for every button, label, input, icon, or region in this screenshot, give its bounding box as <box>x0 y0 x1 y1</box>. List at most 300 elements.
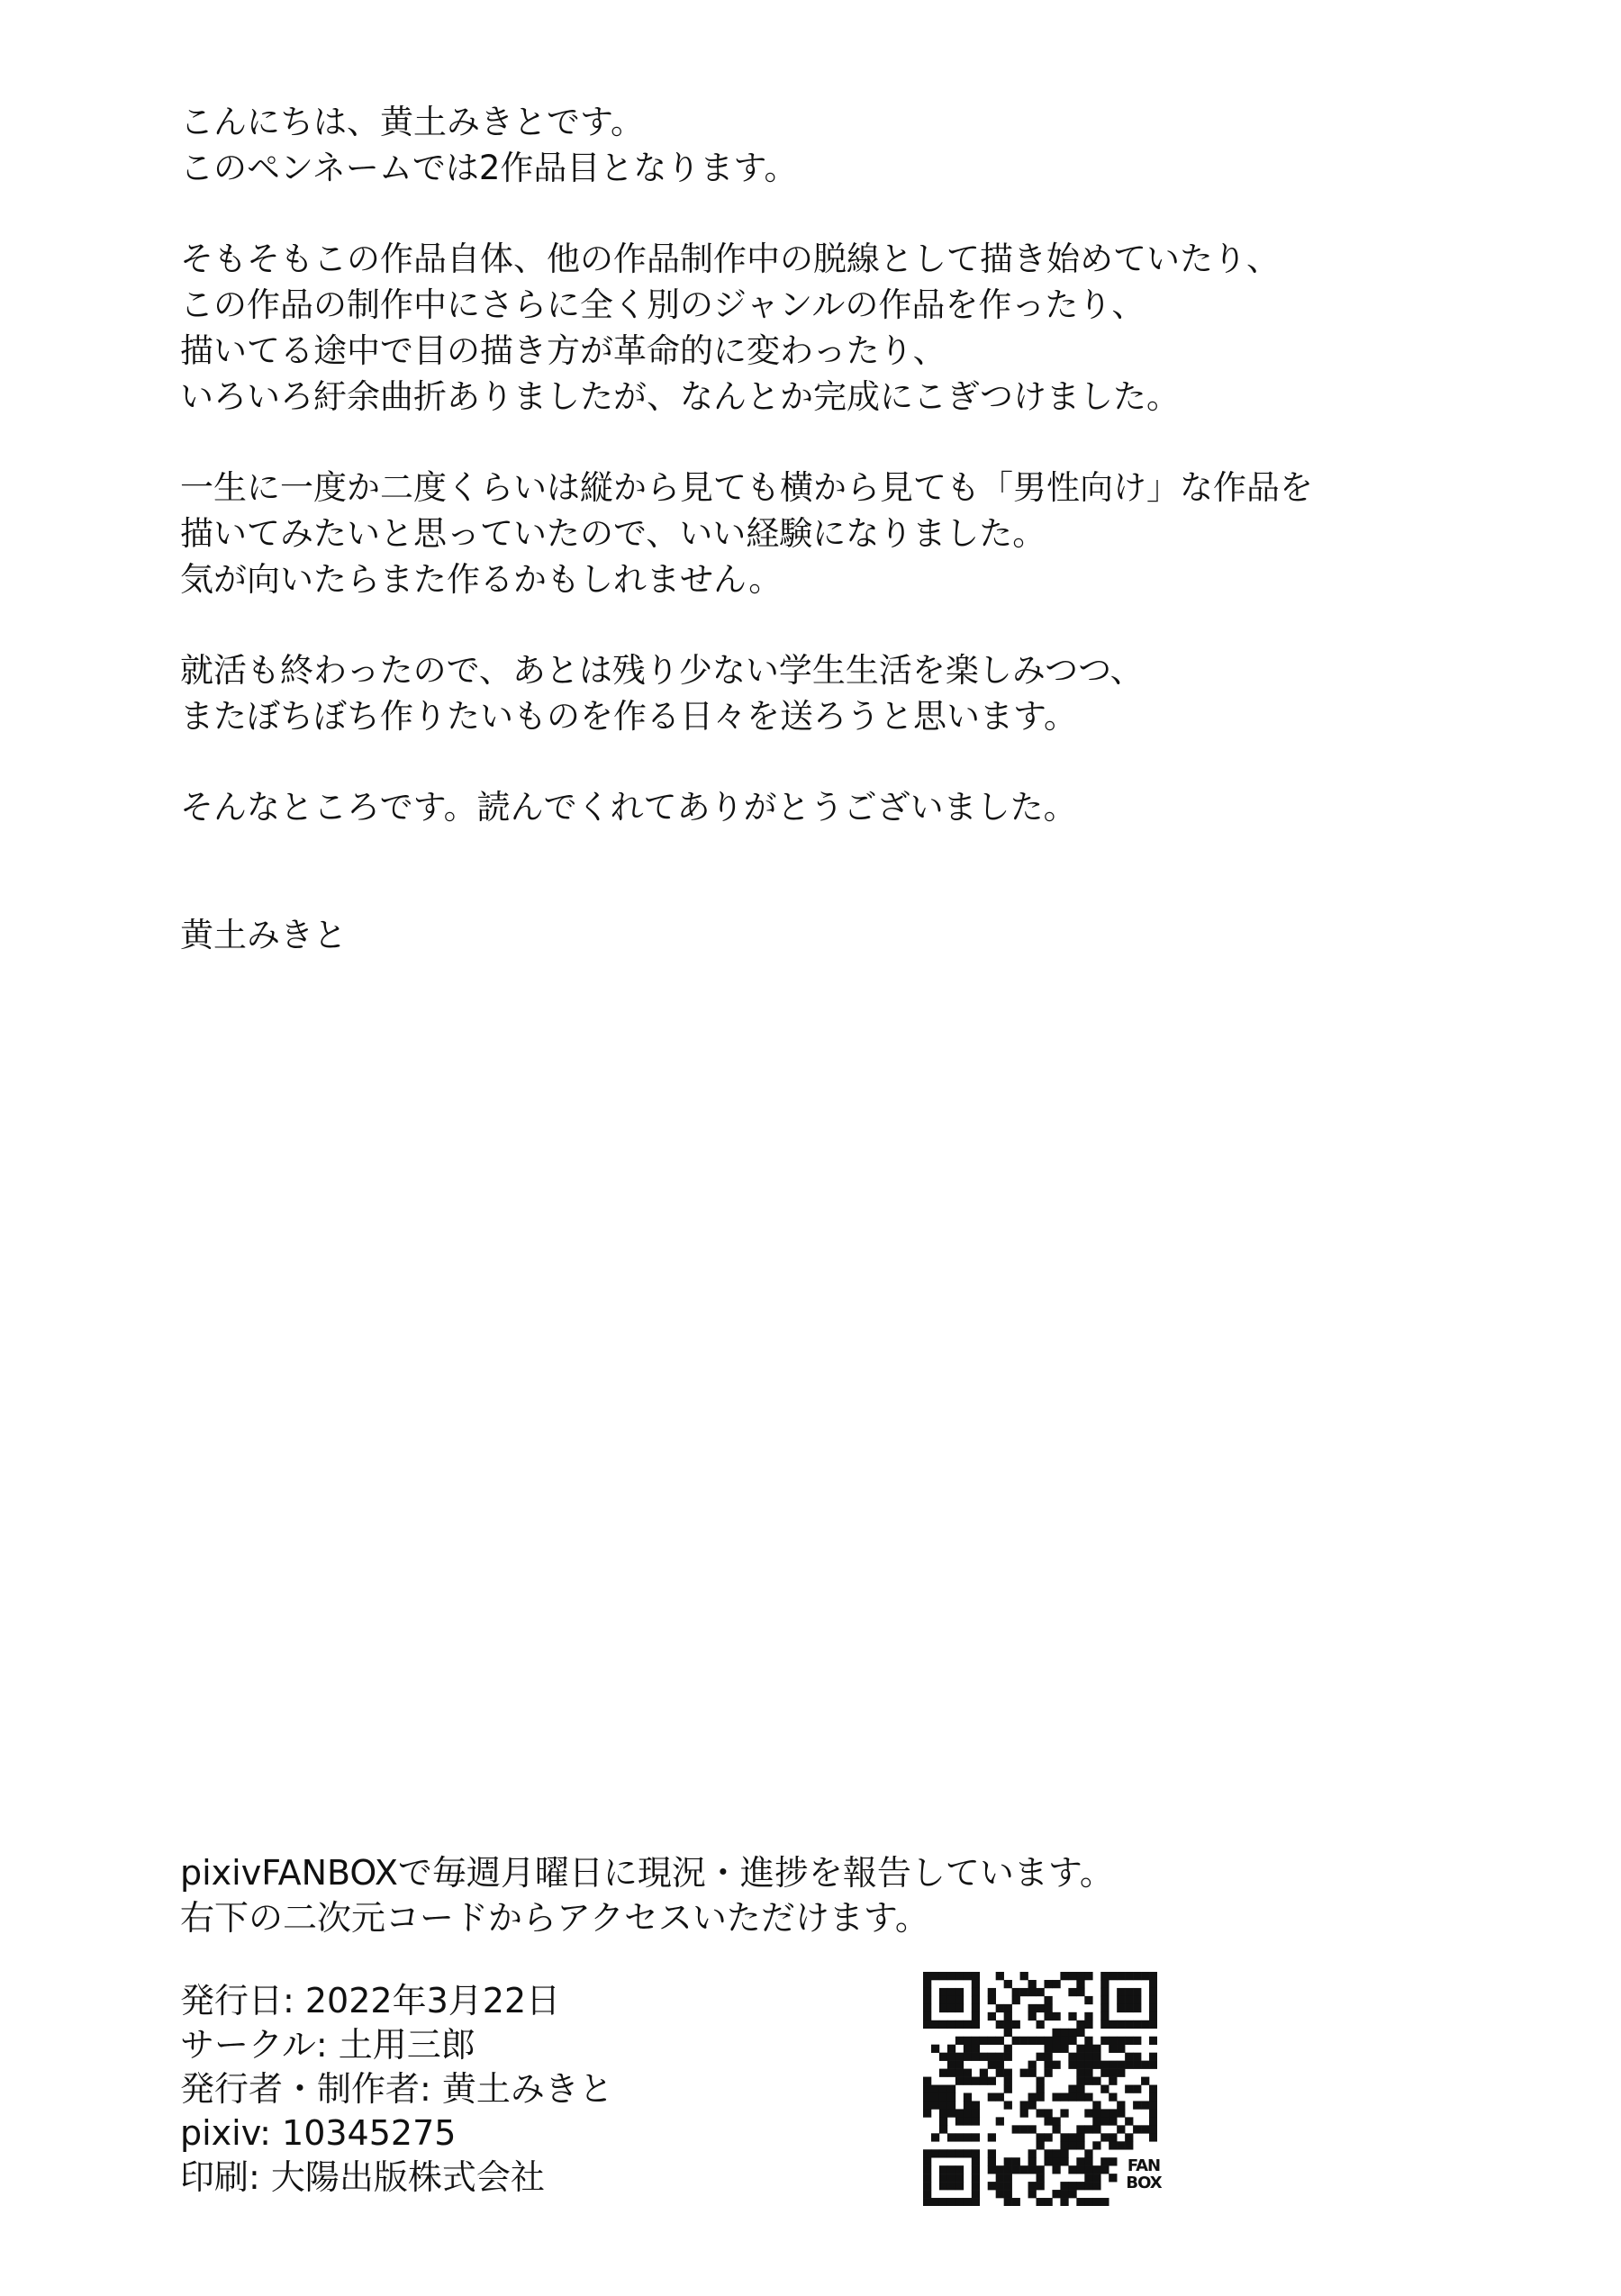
qr-module <box>1012 2020 1020 2029</box>
qr-module <box>1109 2133 1117 2141</box>
qr-module <box>972 1980 980 1988</box>
qr-module <box>1037 2077 1045 2085</box>
qr-module <box>1084 2037 1092 2045</box>
qr-module <box>923 2101 931 2109</box>
qr-module <box>955 2004 964 2012</box>
qr-module <box>947 2053 955 2061</box>
qr-module <box>1028 2157 1037 2165</box>
qr-module <box>1149 1988 1157 1996</box>
qr-code-icon <box>923 1972 1157 2206</box>
qr-module <box>1109 2037 1117 2045</box>
qr-module <box>1076 2198 1084 2206</box>
qr-module <box>1068 1972 1076 1980</box>
afterword-line: 一生に一度か二度くらいは縦から見ても横から見ても「男性向け」な作品を <box>180 468 1313 507</box>
qr-module <box>1044 2157 1052 2165</box>
qr-module <box>923 1988 931 1996</box>
qr-module <box>964 2020 972 2029</box>
qr-module <box>972 2133 980 2141</box>
qr-module <box>947 2101 955 2109</box>
qr-module <box>931 2133 939 2141</box>
qr-module <box>1076 2077 1084 2085</box>
qr-module <box>939 2125 947 2133</box>
qr-module <box>1028 2182 1037 2190</box>
qr-module <box>1037 2109 1045 2117</box>
qr-module <box>1028 2101 1037 2109</box>
qr-module <box>972 1996 980 2004</box>
qr-module <box>1068 2141 1076 2149</box>
qr-module <box>947 2182 955 2190</box>
colophon-printer: 印刷: 大陽出版株式会社 <box>180 2157 545 2197</box>
qr-module <box>1076 2165 1084 2174</box>
qr-module <box>972 2077 980 2085</box>
qr-module <box>972 2012 980 2020</box>
qr-module <box>1141 2077 1149 2085</box>
qr-module <box>1125 2020 1133 2029</box>
qr-module <box>1133 2037 1141 2045</box>
qr-module <box>1109 2117 1117 2125</box>
qr-module <box>955 2198 964 2206</box>
qr-module <box>1084 2174 1092 2182</box>
qr-module <box>1092 2125 1100 2133</box>
qr-module <box>972 2182 980 2190</box>
qr-module <box>1109 2069 1117 2077</box>
qr-module <box>923 2182 931 2190</box>
qr-module <box>1092 2174 1100 2182</box>
qr-module <box>1076 2125 1084 2133</box>
afterword-line: そもそもこの作品自体、他の作品制作中の脱線として描き始めていたり、 <box>180 240 1280 278</box>
qr-module <box>1004 2198 1012 2206</box>
qr-module <box>1109 2061 1117 2069</box>
qr-module <box>988 2165 996 2174</box>
qr-module <box>988 2012 996 2020</box>
qr-module <box>1028 1980 1037 1988</box>
qr-module <box>931 2198 939 2206</box>
qr-module <box>996 2061 1004 2069</box>
qr-module <box>1052 2029 1060 2037</box>
qr-module <box>923 2198 931 2206</box>
qr-module <box>923 2093 931 2101</box>
qr-module <box>1076 2157 1084 2165</box>
qr-module <box>996 2093 1004 2101</box>
qr-module <box>1100 2157 1109 2165</box>
qr-module <box>1133 2101 1141 2109</box>
qr-module <box>1084 2093 1092 2101</box>
qr-module <box>1037 2085 1045 2093</box>
qr-module <box>931 2020 939 2029</box>
qr-module <box>1149 2085 1157 2093</box>
afterword-paragraph <box>180 647 1459 739</box>
qr-module <box>1076 2093 1084 2101</box>
qr-module <box>1028 2037 1037 2045</box>
qr-module <box>1076 2053 1084 2061</box>
qr-module <box>1004 2029 1012 2037</box>
qr-module <box>1149 2109 1157 2117</box>
qr-module <box>1084 2182 1092 2190</box>
qr-module <box>947 2045 955 2053</box>
qr-module <box>1125 2141 1133 2149</box>
qr-module <box>988 1988 996 1996</box>
qr-module <box>1084 1972 1092 1980</box>
qr-module <box>1092 2182 1100 2190</box>
qr-module <box>1092 2061 1100 2069</box>
qr-module <box>1060 2045 1068 2053</box>
qr-module <box>1117 1972 1125 1980</box>
qr-module <box>1125 2061 1133 2069</box>
qr-module <box>964 2117 972 2125</box>
qr-module <box>1084 2109 1092 2117</box>
qr-module <box>972 2190 980 2198</box>
qr-module <box>923 2077 931 2085</box>
qr-module <box>1044 1996 1052 2004</box>
qr-module <box>1133 2020 1141 2029</box>
qr-module <box>1068 2029 1076 2037</box>
qr-module <box>964 2149 972 2157</box>
qr-module <box>1109 2077 1117 2085</box>
qr-module <box>1092 2109 1100 2117</box>
qr-module <box>1052 2093 1060 2101</box>
qr-module <box>1141 2020 1149 2029</box>
qr-module <box>1149 2093 1157 2101</box>
qr-module <box>1060 2149 1068 2157</box>
colophon-pixiv-id: pixiv: 10345275 <box>180 2113 457 2153</box>
qr-module <box>939 2149 947 2157</box>
qr-module <box>1133 2061 1141 2069</box>
qr-module <box>923 2157 931 2165</box>
notice-line: 右下の二次元コードからアクセスいただけます。 <box>180 1898 929 1938</box>
qr-module <box>1125 2085 1133 2093</box>
qr-module <box>1084 2012 1092 2020</box>
qr-module <box>1133 1996 1141 2004</box>
qr-module <box>1012 2198 1020 2206</box>
qr-module <box>923 2085 931 2093</box>
qr-module <box>1052 2117 1060 2125</box>
afterword-line: またぼちぼち作りたいものを作る日々を送ろうと思います。 <box>180 697 1078 736</box>
qr-module <box>955 2069 964 2077</box>
qr-module <box>1149 2117 1157 2125</box>
qr-module <box>1037 2165 1045 2174</box>
qr-module <box>1052 2149 1060 2157</box>
qr-module <box>1028 2012 1037 2020</box>
qr-module <box>1076 2045 1084 2053</box>
qr-module <box>1052 2061 1060 2069</box>
qr-module <box>1060 2029 1068 2037</box>
qr-module <box>939 2020 947 2029</box>
qr-module <box>1084 2069 1092 2077</box>
qr-module <box>1028 2190 1037 2198</box>
qr-module <box>1100 1988 1109 1996</box>
qr-module <box>1068 2085 1076 2093</box>
qr-module <box>923 2109 931 2117</box>
qr-module <box>1068 1988 1076 1996</box>
colophon <box>180 1979 613 2200</box>
qr-module <box>996 2069 1004 2077</box>
qr-module <box>980 2069 988 2077</box>
qr-module <box>1117 2020 1125 2029</box>
qr-module <box>1117 2101 1125 2109</box>
qr-module <box>1125 2004 1133 2012</box>
qr-module <box>1084 2061 1092 2069</box>
qr-module <box>1117 2109 1125 2117</box>
qr-module <box>1117 2045 1125 2053</box>
qr-module <box>1125 2037 1133 2045</box>
afterword-line: このペンネームでは2作品目となります。 <box>180 149 798 187</box>
qr-module <box>931 2093 939 2101</box>
qr-module <box>1125 1996 1133 2004</box>
qr-module <box>1125 2117 1133 2125</box>
qr-module <box>1117 2061 1125 2069</box>
qr-module <box>1100 1980 1109 1988</box>
qr-module <box>923 2174 931 2182</box>
qr-module <box>1060 2182 1068 2190</box>
qr-module <box>1044 2109 1052 2117</box>
qr-module <box>1076 2029 1084 2037</box>
qr-module <box>1109 2141 1117 2149</box>
qr-module <box>972 2053 980 2061</box>
qr-module <box>1060 2157 1068 2165</box>
qr-module <box>1100 2198 1109 2206</box>
qr-module <box>964 2093 972 2101</box>
qr-module <box>1068 2165 1076 2174</box>
colophon-circle: サークル: 土用三郎 <box>180 2025 475 2065</box>
qr-module <box>1084 2157 1092 2165</box>
qr-module <box>988 2157 996 2165</box>
qr-module <box>1084 2198 1092 2206</box>
qr-module <box>1060 2109 1068 2117</box>
qr-module <box>972 2198 980 2206</box>
qr-module <box>923 2012 931 2020</box>
qr-module <box>1117 1988 1125 1996</box>
qr-module <box>955 2174 964 2182</box>
qr-module <box>947 2085 955 2093</box>
qr-module <box>947 2020 955 2029</box>
qr-module <box>988 2182 996 2190</box>
qr-module <box>1076 2182 1084 2190</box>
afterword-line: そんなところです。読んでくれてありがとうございました。 <box>180 788 1077 827</box>
qr-module <box>988 2037 996 2045</box>
qr-module <box>939 1972 947 1980</box>
afterword-line: 気が向いたらまた作るかもしれません。 <box>180 560 783 599</box>
qr-module <box>1133 2085 1141 2093</box>
qr-module <box>1100 1972 1109 1980</box>
qr-module <box>1004 2182 1012 2190</box>
afterword-paragraph <box>180 99 1459 191</box>
qr-module <box>1125 1988 1133 1996</box>
qr-module <box>1020 2037 1028 2045</box>
qr-module <box>972 2109 980 2117</box>
qr-module <box>1100 2117 1109 2125</box>
qr-module <box>972 2045 980 2053</box>
qr-module <box>1133 1988 1141 1996</box>
qr-module <box>1012 1996 1020 2004</box>
qr-module <box>955 2020 964 2029</box>
qr-module <box>972 2174 980 2182</box>
qr-module <box>939 2109 947 2117</box>
qr-module <box>1076 2085 1084 2093</box>
qr-module <box>1076 2020 1084 2029</box>
colophon-publish-date: 発行日: 2022年3月22日 <box>180 1981 561 2020</box>
qr-module <box>964 1972 972 1980</box>
qr-module <box>1117 1996 1125 2004</box>
qr-module <box>1020 2125 1028 2133</box>
qr-module <box>972 2004 980 2012</box>
afterword-line: こんにちは、黄土みきとです。 <box>180 103 645 141</box>
qr-module <box>1037 2037 1045 2045</box>
qr-module <box>1060 2190 1068 2198</box>
qr-module <box>1092 2198 1100 2206</box>
qr-module <box>955 2077 964 2085</box>
qr-module <box>1052 2165 1060 2174</box>
qr-module <box>1084 2020 1092 2029</box>
qr-module <box>1068 2061 1076 2069</box>
qr-module <box>972 2117 980 2125</box>
qr-module <box>1100 2012 1109 2020</box>
qr-module <box>1076 2141 1084 2149</box>
qr-module <box>1004 2174 1012 2182</box>
qr-module <box>939 2085 947 2093</box>
qr-module <box>972 2165 980 2174</box>
afterword-line: 就活も終わったので、あとは残り少ない学生生活を楽しみつつ、 <box>180 651 1144 690</box>
qr-module <box>1117 2141 1125 2149</box>
afterword-line: 描いてる途中で目の描き方が革命的に変わったり、 <box>180 331 946 370</box>
afterword-line: 描いてみたいと思っていたので、いい経験になりました。 <box>180 514 1046 553</box>
qr-module <box>1100 2037 1109 2045</box>
qr-module <box>1109 2020 1117 2029</box>
qr-module <box>1149 2101 1157 2109</box>
qr-module <box>964 2101 972 2109</box>
qr-module <box>1076 1988 1084 1996</box>
qr-module <box>996 2190 1004 2198</box>
qr-module <box>1084 2125 1092 2133</box>
qr-module <box>972 2037 980 2045</box>
qr-module <box>1028 1988 1037 1996</box>
fanbox-qr-code[interactable] <box>923 1972 1162 2206</box>
qr-module <box>1109 2045 1117 2053</box>
qr-module <box>947 2198 955 2206</box>
qr-module <box>1109 2174 1117 2182</box>
qr-module <box>955 1996 964 2004</box>
qr-module <box>996 2174 1004 2182</box>
qr-module <box>1044 2149 1052 2157</box>
afterword-paragraph <box>180 784 1459 830</box>
qr-module <box>972 2149 980 2157</box>
qr-module <box>1020 2069 1028 2077</box>
qr-module <box>923 2149 931 2157</box>
qr-module <box>1068 2182 1076 2190</box>
qr-module <box>1068 2012 1076 2020</box>
qr-module <box>1141 1972 1149 1980</box>
qr-module <box>1149 2020 1157 2029</box>
qr-module <box>1037 2198 1045 2206</box>
qr-module <box>1100 1996 1109 2004</box>
qr-module <box>1044 2133 1052 2141</box>
qr-module <box>1100 2133 1109 2141</box>
qr-module <box>1149 2053 1157 2061</box>
qr-module <box>1149 1980 1157 1988</box>
qr-module <box>996 1972 1004 1980</box>
qr-module <box>1092 2077 1100 2085</box>
qr-module <box>1149 2061 1157 2069</box>
qr-module <box>1044 2117 1052 2125</box>
colophon-publisher: 発行者・制作者: 黄土みきと <box>180 2069 613 2109</box>
qr-module <box>964 2069 972 2077</box>
qr-module <box>1044 2069 1052 2077</box>
qr-module <box>972 2101 980 2109</box>
qr-module <box>1084 2077 1092 2085</box>
qr-module <box>980 2053 988 2061</box>
qr-module <box>1052 1980 1060 1988</box>
qr-module <box>1004 2069 1012 2077</box>
qr-module <box>931 2101 939 2109</box>
qr-module <box>1109 2157 1117 2165</box>
qr-module <box>1100 2085 1109 2093</box>
qr-module <box>1068 2037 1076 2045</box>
qr-module <box>931 1972 939 1980</box>
qr-module <box>1037 2182 1045 2190</box>
qr-module <box>923 2165 931 2174</box>
qr-module <box>1004 2077 1012 2085</box>
qr-module <box>1044 2004 1052 2012</box>
qr-module <box>931 2085 939 2093</box>
qr-module <box>980 2037 988 2045</box>
qr-module <box>1133 2004 1141 2012</box>
qr-module <box>1060 2133 1068 2141</box>
notice-line: pixivFANBOXで毎週月曜日に現況・進捗を報告しています。 <box>180 1853 1114 1893</box>
fanbox-notice <box>180 1850 1114 1940</box>
qr-module <box>1052 2045 1060 2053</box>
qr-module <box>1133 2125 1141 2133</box>
qr-module <box>964 2045 972 2053</box>
qr-module <box>1060 2037 1068 2045</box>
qr-module <box>988 1996 996 2004</box>
qr-module <box>988 2133 996 2141</box>
qr-module <box>1100 2165 1109 2174</box>
qr-module <box>1076 2133 1084 2141</box>
qr-module <box>1149 2004 1157 2012</box>
qr-module <box>1052 2125 1060 2133</box>
qr-module <box>1012 1988 1020 1996</box>
author-signature: 黄土みきと <box>180 916 347 954</box>
qr-module <box>1068 2190 1076 2198</box>
qr-module <box>947 1996 955 2004</box>
qr-module <box>964 2109 972 2117</box>
qr-module <box>1076 2069 1084 2077</box>
qr-module <box>1092 2045 1100 2053</box>
qr-module <box>947 2149 955 2157</box>
afterword-line: この作品の制作中にさらに全く別のジャンルの作品を作ったり、 <box>180 285 1146 324</box>
qr-module <box>1037 2053 1045 2061</box>
qr-module <box>947 2004 955 2012</box>
qr-module <box>996 2182 1004 2190</box>
qr-module <box>1109 2093 1117 2101</box>
qr-module <box>996 2165 1004 2174</box>
qr-module <box>955 2053 964 2061</box>
qr-module <box>1052 2037 1060 2045</box>
qr-module <box>1100 2004 1109 2012</box>
qr-module <box>939 1996 947 2004</box>
qr-module <box>1044 1980 1052 1988</box>
qr-module <box>964 2133 972 2141</box>
qr-module <box>1092 2141 1100 2149</box>
qr-module <box>1084 1996 1092 2004</box>
qr-module <box>1125 2133 1133 2141</box>
qr-module <box>988 2077 996 2085</box>
qr-module <box>1028 2165 1037 2174</box>
qr-module <box>1076 2061 1084 2069</box>
qr-module <box>947 2133 955 2141</box>
qr-module <box>1052 2190 1060 2198</box>
qr-module <box>988 2061 996 2069</box>
qr-module <box>964 2077 972 2085</box>
